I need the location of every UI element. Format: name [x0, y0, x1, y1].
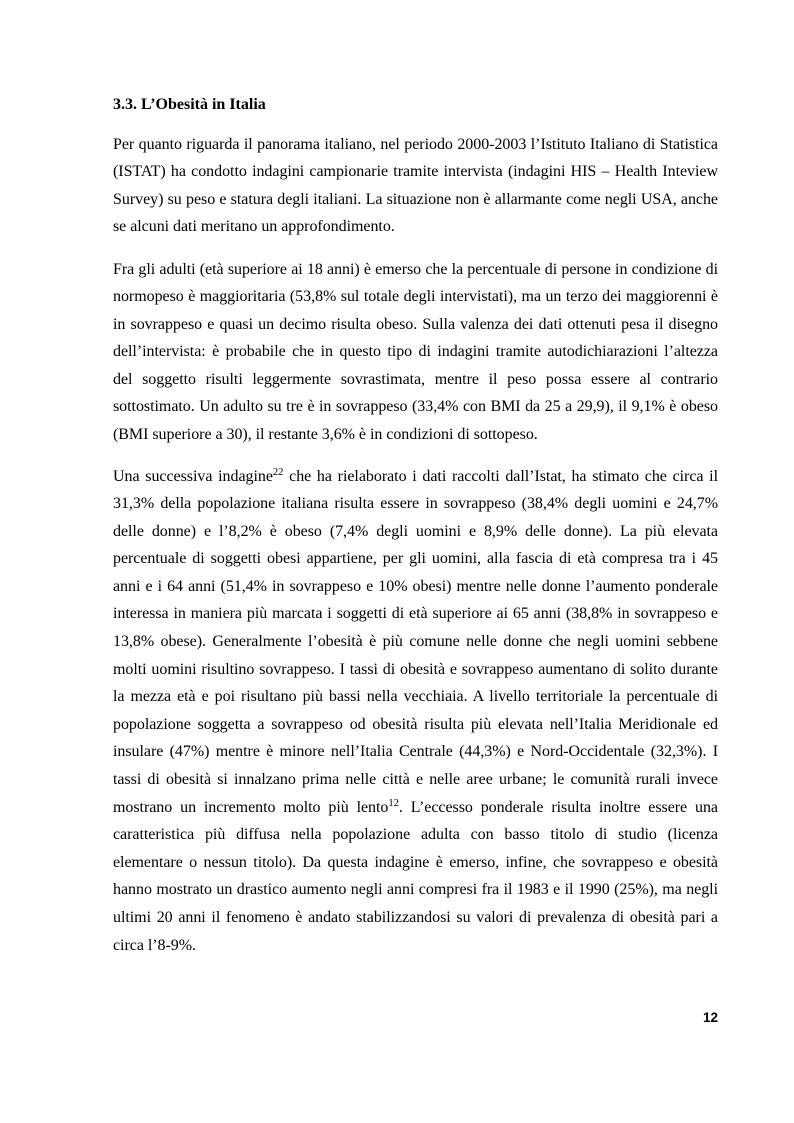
text-line: Per quanto riguarda il panorama italiano, nel periodo 2000-2003 l’Istituto Italiano di Statistica	[113, 135, 718, 153]
text-line: insulare (47%) mentre è minore nell’Italia Centrale (44,3%) e Nord-Occidentale (32,3%). I	[113, 743, 718, 761]
paragraph-intro	[113, 131, 718, 241]
text-line: interessa in maniera più marcata i soggetti di età superiore ai 65 anni (38,8% in sovrappeso e	[113, 605, 718, 623]
text-line: percentuale di soggetti obesi appartiene, per gli uomini, alla fascia di età compresa tra i 45	[113, 550, 718, 568]
text-line: sottostimato. Un adulto su tre è in sovrappeso (33,4% con BMI da 25 a 29,9), il 9,1% è obeso	[113, 398, 718, 416]
footnote-reference: 22	[272, 466, 284, 478]
text-line: se alcuni dati meritano un approfondimento.	[113, 218, 395, 236]
text-line: Fra gli adulti (età superiore ai 18 anni) è emerso che la percentuale di persone in condizione di	[113, 260, 718, 278]
text-line: (BMI superiore a 30), il restante 3,6% è in condizioni di sottopeso.	[113, 426, 538, 444]
footnote-reference: 12	[388, 797, 399, 809]
text-segment: che ha rielaborato i dati raccolti dall’Istat, ha stimato che circa il	[283, 467, 718, 485]
text-line: hanno mostrato un drastico aumento negli anni compresi fra il 1983 e il 1990 (25%), ma negli	[113, 881, 718, 899]
text-line: (ISTAT) ha condotto indagini campionarie tramite intervista (indagini HIS – Health Inteview	[113, 163, 718, 181]
text-line: delle donne) e l’8,2% è obeso (7,4% degli uomini e 8,9% delle donne). La più elevata	[113, 522, 718, 540]
text-line: normopeso è maggioritaria (53,8% sul totale degli intervistati), ma un terzo dei maggiorenni è	[113, 288, 718, 306]
text-line: caratteristica più diffusa nella popolazione adulta con basso titolo di studio (licenza	[113, 826, 718, 844]
text-line	[113, 794, 718, 822]
text-line: dell’intervista: è probabile che in questo tipo di indagini tramite autodichiarazioni l’altezza	[113, 343, 718, 361]
text-segment: . L’eccesso ponderale risulta inoltre essere una	[398, 798, 718, 816]
text-line: del soggetto risulti leggermente sovrastimata, mentre il peso possa essere al contrario	[113, 370, 718, 388]
text-segment: Una successiva indagine	[113, 467, 273, 485]
text-line: 13,8% obese). Generalmente l’obesità è più comune nelle donne che negli uomini sebbene	[113, 633, 718, 651]
section-heading: 3.3. L’Obesità in Italia	[113, 95, 266, 113]
text-segment: mostrano un incremento molto più lento	[113, 798, 389, 816]
text-line	[113, 463, 718, 491]
text-line: molti uomini risultino sovrappeso. I tassi di obesità e sovrappeso aumentano di solito durante	[113, 660, 718, 678]
text-line: la mezza età e poi risultano più bassi nella vecchiaia. A livello territoriale la percentuale di	[113, 688, 718, 706]
text-line: 31,3% della popolazione italiana risulta essere in sovrappeso (38,4% degli uomini e 24,7%	[113, 495, 718, 513]
text-line: anni e i 64 anni (51,4% in sovrappeso e 10% obesi) mentre nelle donne l’aumento ponderale	[113, 577, 718, 595]
text-line: elementare o nessun titolo). Da questa indagine è emerso, infine, che sovrappeso e obesità	[113, 853, 718, 871]
text-line: ultimi 20 anni il fenomeno è andato stabilizzandosi su valori di prevalenza di obesità pari a	[113, 909, 718, 926]
text-line: in sovrappeso e quasi un decimo risulta obeso. Sulla valenza dei dati ottenuti pesa il disegno	[113, 315, 718, 333]
page-number: 12	[702, 1010, 718, 1025]
paragraph-follow-up-survey	[113, 463, 718, 960]
paragraph-adults	[113, 256, 718, 449]
text-line: circa l’8-9%.	[113, 936, 196, 954]
text-line: tassi di obesità si innalzano prima nelle città e nelle aree urbane; le comunità rurali invece	[113, 771, 718, 789]
text-line: popolazione soggetta a sovrappeso od obesità risulta più elevata nell’Italia Meridionale ed	[113, 715, 718, 733]
text-line: Survey) su peso e statura degli italiani. La situazione non è allarmante come negli USA, anche	[113, 190, 718, 208]
